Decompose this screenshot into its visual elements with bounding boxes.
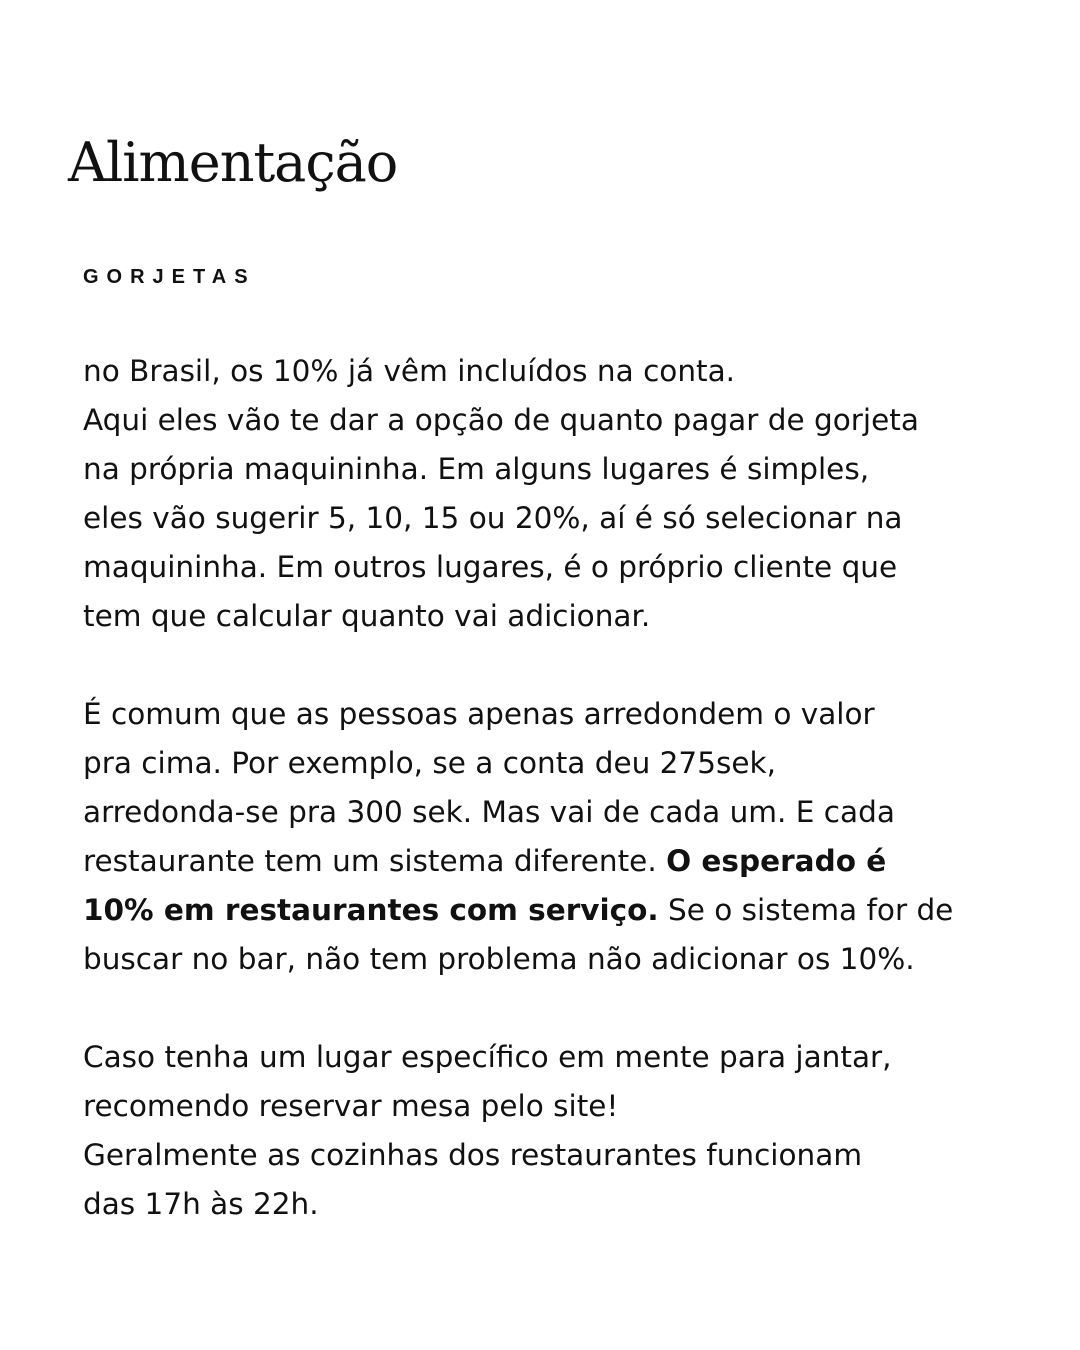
text-line [83,837,1043,886]
emphasis-text: 10% em restaurantes com serviço. [83,893,659,927]
paragraph-spacer [83,984,1043,1033]
paragraph-rounding [83,690,1043,984]
text-line: Aqui eles vão te dar a opção de quanto pagar de gorjeta [83,403,919,437]
emphasis-text: O esperado é [666,844,887,878]
text-line: pra cima. Por exemplo, se a conta deu 275sek, [83,746,776,780]
text-run: restaurante tem um sistema diferente. [83,844,667,878]
text-line: no Brasil, os 10% já vêm incluídos na conta. [83,354,736,388]
paragraph-tips-brazil [83,347,1043,641]
page-title: Alimentação [68,131,398,194]
text-line: buscar no bar, não tem problema não adicionar os 10%. [83,942,915,976]
text-line: maquininha. Em outros lugares, é o próprio cliente que [83,550,898,584]
text-line [83,886,1043,935]
text-line: É comum que as pessoas apenas arredondem o valor [83,697,875,731]
section-label: GORJETAS [83,266,256,288]
text-line: das 17h às 22h. [83,1187,319,1221]
text-line: recomendo reservar mesa pelo site! [83,1089,619,1123]
text-line: Caso tenha um lugar específico em mente para jantar, [83,1040,892,1074]
text-run: Se o sistema for de [658,893,954,927]
paragraph-reservation [83,1033,1043,1229]
text-line: tem que calcular quanto vai adicionar. [83,599,651,633]
paragraph-spacer [83,641,1043,690]
text-line: arredonda-se pra 300 sek. Mas vai de cada um. E cada [83,795,895,829]
article-body [83,347,1043,1229]
text-line: na própria maquininha. Em alguns lugares é simples, [83,452,870,486]
text-line: eles vão sugerir 5, 10, 15 ou 20%, aí é só selecionar na [83,501,903,535]
text-line: Geralmente as cozinhas dos restaurantes funcionam [83,1138,863,1172]
